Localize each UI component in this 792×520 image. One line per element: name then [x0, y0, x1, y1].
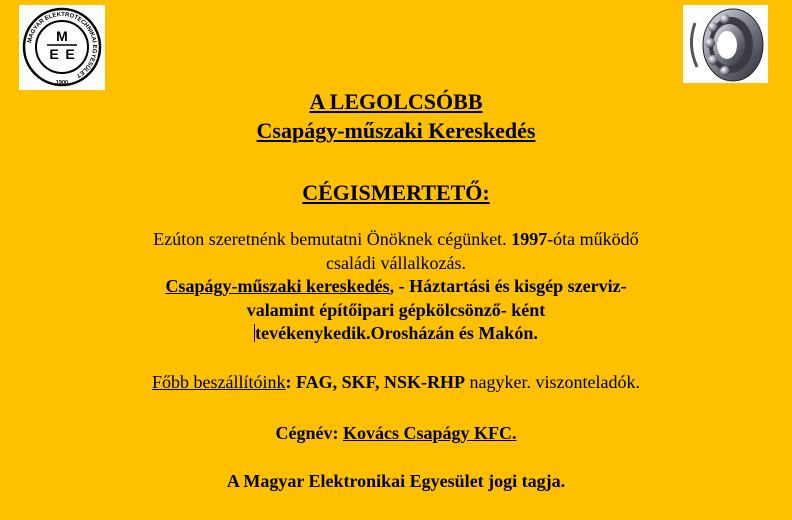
suppliers-line	[0, 371, 792, 395]
suppliers-list: : FAG, SKF, NSK-RHP	[285, 372, 466, 392]
logo-letter-e2: E	[65, 46, 75, 62]
intro-line-4: valamint építőipari gépkölcsönző- ként	[246, 299, 546, 320]
intro-paragraph	[0, 228, 792, 346]
intro-line-5	[0, 322, 792, 346]
company-line	[0, 422, 792, 446]
intro-text-b: -óta működő	[547, 229, 639, 249]
bearing-image	[683, 5, 768, 83]
company-name[interactable]: Kovács Csapágy KFC.	[342, 423, 517, 443]
intro-text-a: Ezúton szeretnénk bemutatni Önöknek cégünket.	[153, 229, 512, 249]
logo-year: 1900	[55, 80, 69, 86]
intro-line-1	[0, 228, 792, 252]
title-line-2: Csapágy-műszaki Kereskedés	[256, 118, 536, 143]
membership-line: A Magyar Elektronikai Egyesület jogi tagja.	[226, 471, 566, 491]
intro-line-3	[0, 275, 792, 299]
intro-line-5-text: tevékenykedik.Orosházán és Makón.	[255, 323, 538, 343]
logo-letter-e1: E	[49, 46, 59, 62]
title-line-1: A LEGOLCSÓBB	[309, 89, 483, 114]
logo-letter-m: M	[56, 28, 68, 44]
intro-line-3-rest: , - Háztartási és kisgép szerviz-	[389, 276, 627, 296]
logo-ring-text: MAGYAR ELEKTROTECHNIKAI EGYESÜLET	[27, 11, 98, 79]
mee-logo	[19, 5, 105, 90]
section-title: CÉGISMERTETŐ:	[302, 180, 490, 205]
intro-year: 1997	[511, 229, 548, 249]
suppliers-rest: nagyker. viszonteladók.	[465, 372, 640, 392]
company-label: Cégnév:	[275, 423, 343, 443]
suppliers-label[interactable]: Főbb beszállítóink	[152, 372, 286, 392]
shop-link[interactable]: Csapágy-műszaki kereskedés	[165, 276, 390, 296]
intro-line-2: családi vállalkozás.	[326, 252, 466, 273]
